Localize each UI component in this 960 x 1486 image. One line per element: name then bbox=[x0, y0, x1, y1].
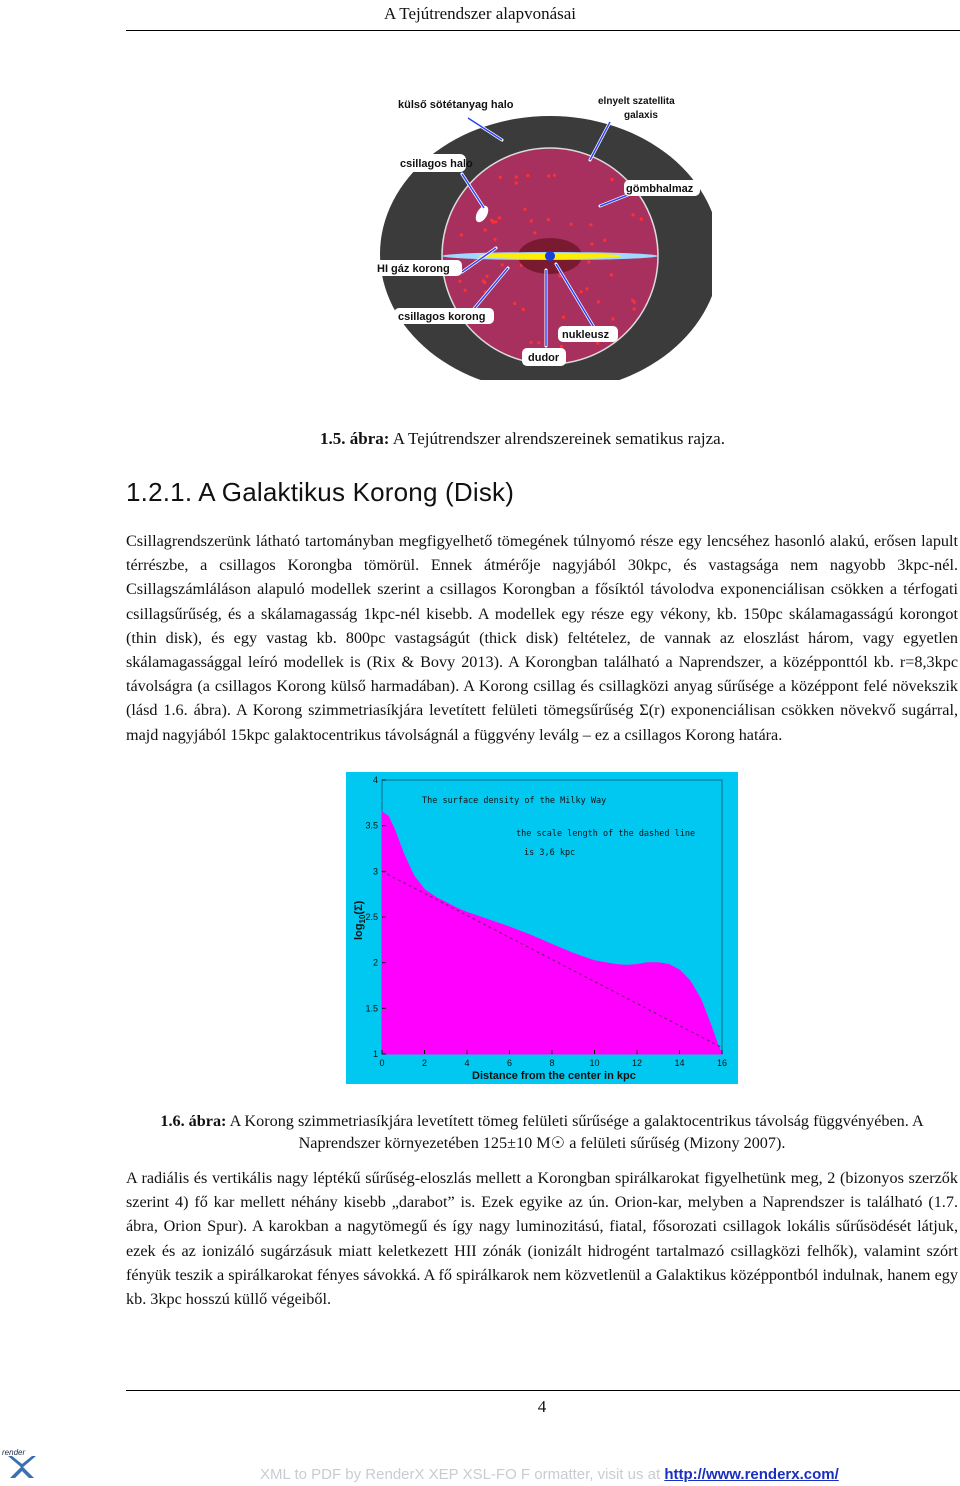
x-tick-label: 2 bbox=[421, 1058, 428, 1068]
halo-star-dot bbox=[553, 174, 556, 177]
x-tick-label: 0 bbox=[379, 1058, 385, 1068]
y-tick-label: 4 bbox=[372, 775, 378, 785]
halo-star-dot bbox=[590, 243, 593, 246]
halo-star-dot bbox=[580, 290, 583, 293]
figure2-caption bbox=[126, 1110, 958, 1154]
y-tick-label: 3.5 bbox=[365, 820, 378, 831]
halo-star-dot bbox=[570, 223, 573, 226]
renderx-logo-icon bbox=[2, 1440, 42, 1480]
halo-star-dot bbox=[560, 345, 563, 348]
halo-star-dot bbox=[515, 175, 518, 178]
chart-xlabel: Distance from the center in kpc bbox=[472, 1070, 636, 1082]
halo-star-dot bbox=[640, 218, 643, 221]
page-number: 4 bbox=[537, 1397, 547, 1416]
label-dark-halo: külső sötétanyag halo bbox=[398, 99, 514, 111]
halo-star-dot bbox=[533, 231, 536, 234]
halo-star-dot bbox=[529, 341, 532, 344]
footer-divider bbox=[126, 1390, 960, 1391]
x-tick-label: 16 bbox=[716, 1058, 728, 1068]
halo-star-dot bbox=[597, 300, 600, 303]
halo-star-dot bbox=[530, 219, 533, 222]
halo-star-dot bbox=[493, 238, 496, 241]
figure1-caption-text: A Tejútrendszer alrendszereinek sematikus rajza. bbox=[392, 429, 725, 448]
halo-star-dot bbox=[459, 280, 462, 283]
label-nucleus: nukleusz bbox=[562, 329, 610, 341]
y-tick-label: 1.5 bbox=[365, 1003, 378, 1014]
halo-star-dot bbox=[515, 181, 518, 184]
nucleus-dot bbox=[545, 251, 555, 261]
halo-star-dot bbox=[484, 229, 487, 232]
halo-star-dot bbox=[522, 308, 525, 311]
label-bulge: dudor bbox=[528, 352, 560, 364]
paragraph-spiral-arms: A radiális és vertikális nagy léptékű sűrűség-eloszlás mellett a Korongban spirálkarokat figyelhetünk meg, 2 (bizonyos szerzők szerint 4) fő kar mellett néhány kisebb „darabot” is. Ezek egyike az ún. Orion-kar, melyben a Naprendszer is található (1.7. ábra, Orion Spur). A karokban a nagytömegű és így nagy luminozitású, fiatal, fősorozati csillagok lokális sűrűsödését látjuk, ezek és az ionizáló sugárzásuk miatt keletkezett HII zónák (ionizált hidrogént tartalmazó csillagközi felhők), valamint szórt fényük teszik a spirálkarokat fényes sávokká. A fő spirálkarok nem közvetlenül a Galaktikus középpontból indulnak, hanem egy kb. 3kpc hosszú küllő végeiből. bbox=[126, 1169, 958, 1309]
halo-star-dot bbox=[611, 317, 614, 320]
renderx-link[interactable]: http://www.renderx.com/ bbox=[664, 1466, 839, 1483]
header-divider bbox=[126, 30, 960, 31]
y-tick-label: 3 bbox=[372, 866, 378, 877]
y-tick-label: 1 bbox=[372, 1049, 378, 1059]
chart-annotation-line2: is 3,6 kpc bbox=[524, 848, 576, 858]
halo-star-dot bbox=[603, 239, 606, 242]
y-tick-label: 2 bbox=[372, 957, 378, 968]
halo-star-dot bbox=[633, 301, 636, 304]
halo-star-dot bbox=[547, 174, 550, 177]
halo-star-dot bbox=[562, 316, 565, 319]
figure1-caption-label: 1.5. ábra: bbox=[320, 429, 390, 448]
chart-ylabel: $\log_{10}(\Sigma)$ bbox=[353, 900, 367, 940]
x-tick-label: 10 bbox=[589, 1058, 600, 1068]
halo-star-dot bbox=[513, 302, 516, 305]
x-tick-label: 12 bbox=[631, 1058, 643, 1068]
halo-star-dot bbox=[632, 213, 635, 216]
figure2-caption-text: A Korong szimmetriasíkjára levetített tömeg felületi sűrűsége a galaktocentrikus távolság függvényében. A Naprendszer környezetében 125±10 M☉ a felületi sűrűség (Mizony 2007). bbox=[229, 1112, 924, 1152]
halo-star-dot bbox=[501, 263, 504, 266]
halo-star-dot bbox=[587, 260, 590, 263]
x-tick-label: 8 bbox=[549, 1058, 555, 1068]
halo-star-dot bbox=[485, 275, 488, 278]
figure2-caption-label: 1.6. ábra: bbox=[160, 1112, 227, 1130]
halo-star-dot bbox=[494, 220, 497, 223]
halo-star-dot bbox=[523, 208, 526, 211]
label-stellar-disk: csillagos korong bbox=[398, 311, 486, 323]
running-header: A Tejútrendszer alapvonásai bbox=[383, 4, 577, 23]
x-tick-label: 14 bbox=[674, 1058, 685, 1068]
footer-note-text: XML to PDF by RenderX XEP XSL-FO F ormatter, visit us at bbox=[260, 1466, 661, 1483]
halo-star-dot bbox=[547, 218, 550, 221]
halo-star-dot bbox=[526, 174, 529, 177]
chart-annotation-line1: the scale length of the dashed line bbox=[516, 829, 696, 839]
halo-star-dot bbox=[633, 307, 636, 310]
y-tick-label: 2.5 bbox=[365, 912, 378, 922]
label-globular: gömbhalmaz bbox=[626, 183, 694, 195]
footer-note bbox=[260, 1466, 839, 1483]
galaxy-schematic-figure bbox=[372, 84, 712, 380]
chart-title: The surface density of the Milky Way bbox=[422, 796, 607, 806]
halo-star-dot bbox=[589, 223, 592, 226]
x-tick-label: 6 bbox=[506, 1058, 513, 1068]
section-heading: 1.2.1. A Galaktikus Korong (Disk) bbox=[126, 477, 515, 507]
halo-star-dot bbox=[610, 178, 613, 181]
halo-star-dot bbox=[537, 341, 540, 344]
label-satellite-2: galaxis bbox=[624, 110, 658, 121]
renderx-logo-text: render bbox=[2, 1448, 26, 1457]
halo-star-dot bbox=[585, 287, 588, 290]
label-satellite: elnyelt szatellita bbox=[598, 96, 675, 107]
paragraph-disk-description: Csillagrendszerünk látható tartományban megfigyelhető tömegének túlnyomó része egy lencséhez hasonló alakú, erősen lapult térrészbe, a csillagos Korongba tömörül. Ennek átmérője nagyjából 30kpc, és vastagsága nem nagyobb 3kpc-nél. Csillagszámláláson alapuló modellek szerint a csillagos Korongban a fősíktól távolodva exponenciálisan csökken a térfogati csillagsűrűség, és a skálamagasság 1kpc-nél kisebb. A modellek egy része egy vékony, kb. 150pc skálamagasságú korongot (thin disk), és egy vastag kb. 800pc vastagságút (thick disk) feltételez, de vannak az eloszlást három, vagy egyetlen skálamagassággal leíró modellek is (Rix & Bovy 2013). A Korongban található a Naprendszer, a középponttól kb. r=8,3kpc távolságra (a csillagos Korong külső harmadában). A Korong csillag és csillagközi anyag sűrűsége a középpont felé növekszik (lásd 1.6. ábra). A Korong szimmetriasíkjára levetített felületi tömegsűrűség Σ(r) exponenciálisan csökken növekvő sugárral, majd nagyjából 15kpc galaktocentrikus távolságnál a függvény leválg – ez a csillagos Korong határa. bbox=[126, 532, 958, 744]
halo-star-dot bbox=[498, 216, 501, 219]
label-hi-disk: HI gáz korong bbox=[377, 263, 450, 275]
label-stellar-halo: csillagos halo bbox=[400, 158, 473, 170]
halo-star-dot bbox=[460, 233, 463, 236]
halo-star-dot bbox=[499, 176, 502, 179]
halo-star-dot bbox=[464, 289, 467, 292]
figure1-caption bbox=[320, 429, 880, 449]
halo-star-dot bbox=[490, 219, 493, 222]
halo-star-dot bbox=[610, 273, 613, 276]
halo-star-dot bbox=[483, 281, 486, 284]
x-tick-label: 4 bbox=[464, 1058, 470, 1068]
surface-density-chart bbox=[346, 772, 738, 1084]
